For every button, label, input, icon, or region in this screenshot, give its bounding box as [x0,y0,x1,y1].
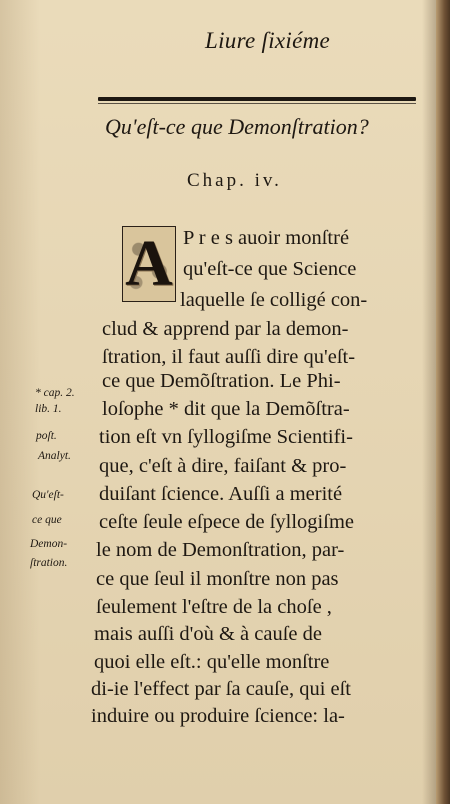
body-line: mais auſſi d'où & à cauſe de [94,623,322,645]
margin-note: poſt. [36,430,57,442]
body-line: duiſant ſcience. Auſſi a merité [99,483,343,505]
body-line: di-ie l'effect par ſa cauſe, qui eſt [91,678,352,700]
margin-note: lib. 1. [35,403,62,415]
drop-cap-letter: A [125,227,173,300]
body-line: ce que Demõſtration. Le Phi- [102,370,341,392]
running-head: Liure ſixiéme [205,28,331,53]
body-line: que, c'eſt à dire, faiſant & pro- [99,455,347,477]
drop-cap [122,226,176,302]
body-line: laquelle ſe colligé con- [180,289,368,311]
body-line: ſeulement l'eſtre de la choſe , [96,596,332,618]
chapter-title: Qu'eſt-ce que Demonſtration? [105,114,369,139]
header-rule [98,97,416,101]
header-rule-thin [98,103,416,104]
body-line: tion eſt vn ſyllogiſme Scientifi- [99,426,353,448]
body-line: clud & apprend par la demon- [102,318,349,340]
page-edge-shadow [436,0,450,804]
body-line: loſophe * dit que la Demõſtra- [102,398,350,420]
margin-note: ſtration. [30,557,68,569]
body-line: le nom de Demonſtration, par- [96,539,345,561]
margin-note: * cap. 2. [35,387,75,399]
body-line: ceſte ſeule eſpece de ſyllogiſme [99,511,354,533]
body-line: P r e s auoir monſtré [183,227,350,249]
chapter-number: Chap. iv. [187,170,282,191]
body-line: quoi elle eſt.: qu'elle monſtre [94,651,330,673]
body-line: induire ou produire ſcience: la- [91,705,345,727]
margin-note: Qu'eſt- [32,489,64,501]
body-line: ſtration, il faut auſſi dire qu'eſt- [102,346,356,368]
margin-note: Analyt. [38,450,71,462]
body-line: qu'eſt-ce que Science [183,258,357,280]
margin-note: ce que [32,514,62,526]
margin-note: Demon- [30,538,68,550]
body-line: ce que ſeul il monſtre non pas [96,568,339,590]
